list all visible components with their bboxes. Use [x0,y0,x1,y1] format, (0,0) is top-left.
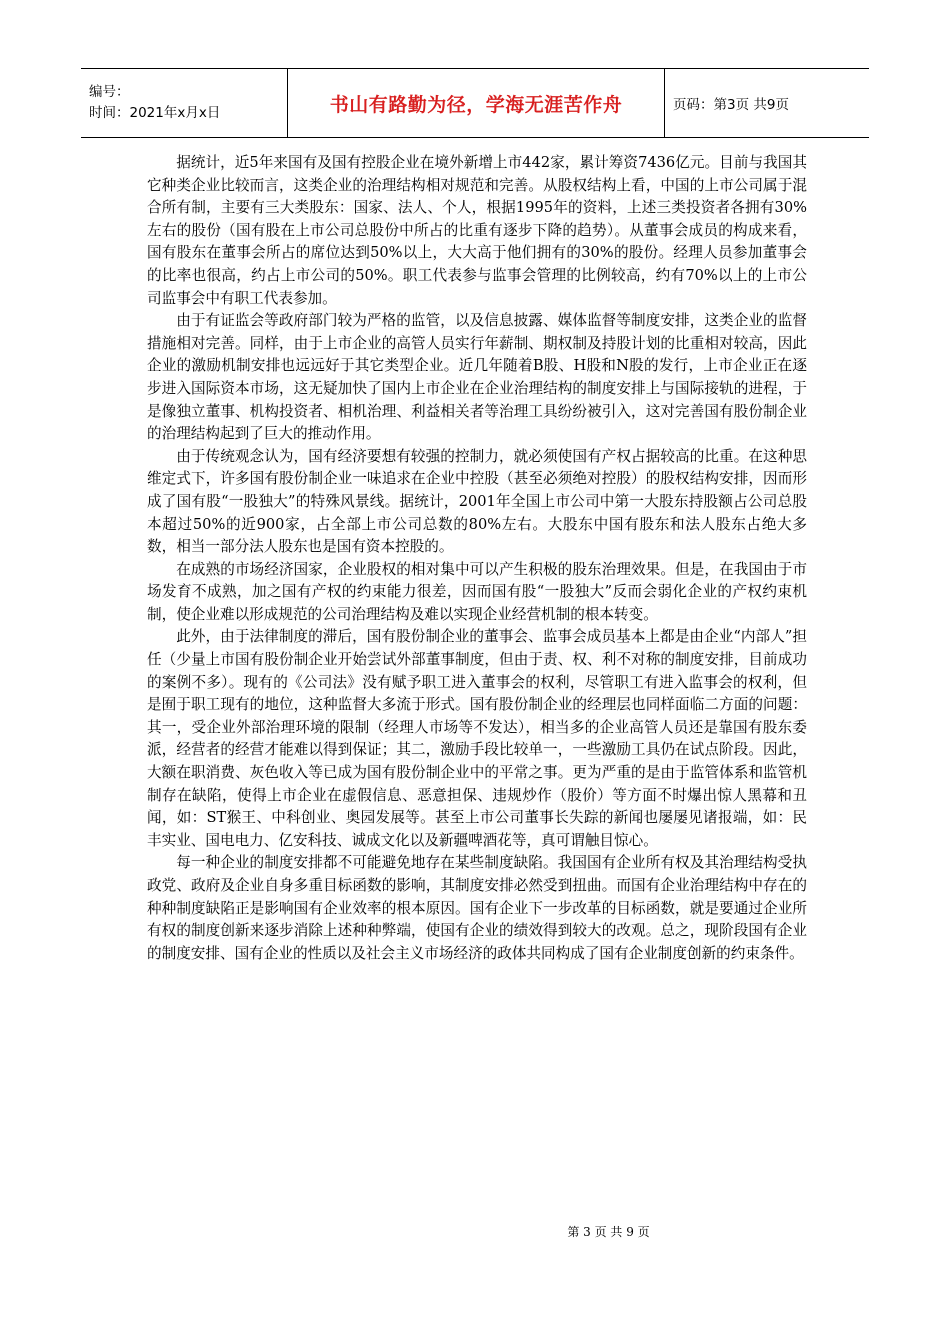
body-paragraph: 由于有证监会等政府部门较为严格的监管，以及信息披露、媒体监督等制度安排，这类企业的监督措施相对完善。同样，由于上市企业的高管人员实行年薪制、期权制及持股计划的比重相对较高，因此企业的激励机制安排也远远好于其它类型企业。近几年随着B股、H股和N股的发行，上市企业正在逐步进入国际资本市场，这无疑加快了国内上市企业在企业治理结构的制度安排上与国际接轨的进程，于是像独立董事、机构投资者、相机治理、利益相关者等治理工具纷纷被引入，这对完善国有股份制企业的治理结构起到了巨大的推动作用。 [147,312,807,443]
page-header [81,68,869,138]
body-paragraph: 每一种企业的制度安排都不可能避免地存在某些制度缺陷。我国国有企业所有权及其治理结构受执政党、政府及企业自身多重目标函数的影响，其制度安排必然受到扭曲。而国有企业治理结构中存在的种种制度缺陷正是影响国有企业效率的根本原因。国有企业下一步改革的目标函数，就是要通过企业所有权的制度创新来逐步消除上述种种弊端，使国有企业的绩效得到较大的改观。总之，现阶段国有企业的制度安排、国有企业的性质以及社会主义市场经济的政体共同构成了国有企业制度创新的约束条件。 [147,854,807,962]
body-paragraph: 据统计，近5年来国有及国有控股企业在境外新增上市442家，累计筹资7436亿元。目前与我国其它种类企业比较而言，这类企业的治理结构相对规范和完善。从股权结构上看，中国的上市公司属于混合所有制，主要有三大类股东：国家、法人、个人，根据1995年的资料，上述三类投资者各拥有30%左右的股份（国有股在上市公司总股份中所占的比重有逐步下降的趋势）。从董事会成员的构成来看，国有股东在董事会所占的席位达到50%以上，大大高于他们拥有的30%的股份。经理人员参加董事会的比率也很高，约占上市公司的50%。职工代表参与监事会管理的比例较高，约有70%以上的上市公司监事会中有职工代表参加。 [147,154,807,307]
document-number-label: 编号： [89,84,130,100]
body-paragraph: 此外，由于法律制度的滞后，国有股份制企业的董事会、监事会成员基本上都是由企业“内部人”担任（少量上市国有股份制企业开始尝试外部董事制度，但由于责、权、利不对称的制度安排，目前成功的案例不多）。现有的《公司法》没有赋予职工进入董事会的权利，尽管职工有进入监事会的权利，但是囿于职工现有的地位，这种监督大多流于形式。国有股份制企业的经理层也同样面临二方面的问题：其一，受企业外部治理环境的限制（经理人市场等不发达），相当多的企业高管人员还是靠国有股东委派，经营者的经营才能难以得到保证；其二，激励手段比较单一，一些激励工具仍在试点阶段。因此，大额在职消费、灰色收入等已成为国有股份制企业中的平常之事。更为严重的是由于监管体系和监管机制存在缺陷，使得上市企业在虚假信息、恶意担保、违规炒作（股价）等方面不时爆出惊人黑幕和丑闻，如：ST猴王、中科创业、奥园发展等。甚至上市公司董事长失踪的新闻也屡屡见诸报端，如：民丰实业、国电电力、亿安科技、诚成文化以及新疆啤酒花等，真可谓触目惊心。 [147,628,807,849]
header-motto: 书山有路勤为径，学海无涯苦作舟 [288,69,665,138]
page-footer: 第 3 页 共 9 页 [567,1225,650,1239]
header-meta [81,69,288,138]
document-body [147,152,807,965]
header-page-label: 页码：第3页 共9页 [673,97,789,113]
body-paragraph: 由于传统观念认为，国有经济要想有较强的控制力，就必须使国有产权占据较高的比重。在这种思维定式下，许多国有股份制企业一味追求在企业中控股（甚至必须绝对控股）的股权结构安排，因而形成了国有股“一股独大”的特殊风景线。据统计，2001年全国上市公司中第一大股东持股额占公司总股本超过50%的近900家，占全部上市公司总数的80%左右。大股东中国有股东和法人股东占绝大多数，相当一部分法人股东也是国有资本控股的。 [147,447,807,556]
document-time-label: 时间：2021年x月x日 [89,105,221,121]
body-paragraph: 在成熟的市场经济国家，企业股权的相对集中可以产生积极的股东治理效果。但是，在我国由于市场发育不成熟，加之国有产权的约束能力很差，因而国有股“一股独大”反而会弱化企业的产权约束机制，使企业难以形成规范的公司治理结构及难以实现企业经营机制的根本转变。 [147,560,807,623]
